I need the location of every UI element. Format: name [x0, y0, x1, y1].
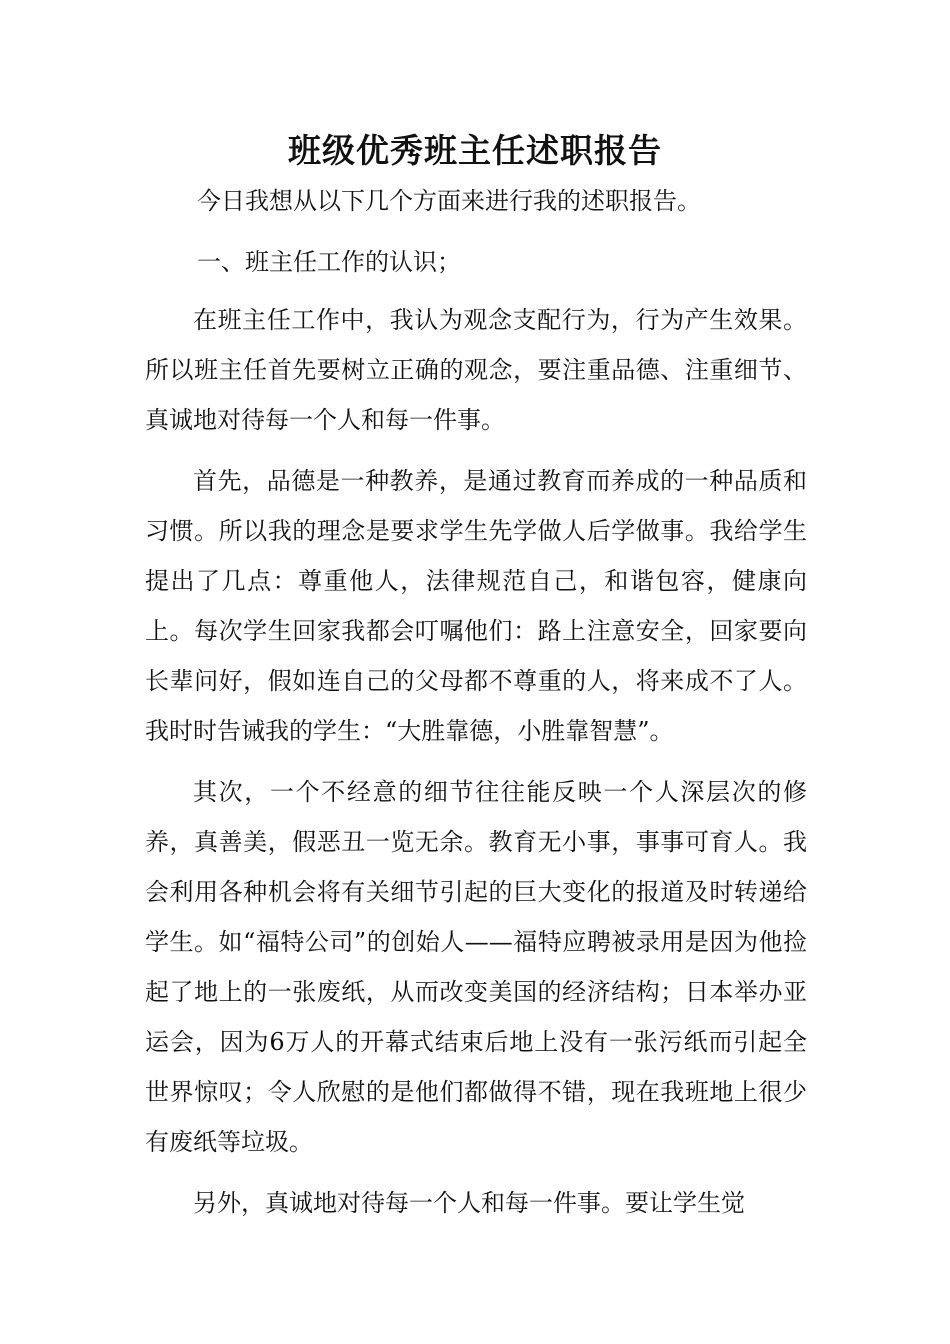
intro-paragraph: 今日我想从以下几个方面来进行我的述职报告。	[197, 187, 701, 215]
section-heading: 一、班主任工作的认识；	[197, 248, 461, 276]
body-paragraph: 其次，一个不经意的细节往往能反映一个人深层次的修养，真善美，假恶丑一览无余。教育无小事，事事可育人。我会利用各种机会将有关细节引起的巨大变化的报道及时转递给学生。如“福特公司”的创始人——福特应聘被录用是因为他捡起了地上的一张废纸，从而改变美国的经济结构；日本举办亚运会，因为6万人的开幕式结束后地上没有一张污纸而引起全世界惊叹；令人欣慰的是他们都做得不错，现在我班地上很少有废纸等垃圾。	[145, 778, 807, 1156]
body-paragraph: 在班主任工作中，我认为观念支配行为，行为产生效果。所以班主任首先要树立正确的观念，要注重品德、注重细节、真诚地对待每一个人和每一件事。	[145, 306, 807, 434]
document-body	[145, 176, 807, 1239]
document-title: 班级优秀班主任述职报告	[288, 131, 662, 170]
body-paragraph: 首先，品德是一种教养，是通过教育而养成的一种品质和习惯。所以我的理念是要求学生先学做人后学做事。我给学生提出了几点：尊重他人，法律规范自己，和谐包容，健康向上。每次学生回家我都会叮嘱他们：路上注意安全，回家要向长辈问好，假如连自己的父母都不尊重的人，将来成不了人。我时时告诫我的学生：“大胜靠德，小胜靠智慧”。	[145, 467, 807, 745]
body-paragraph: 另外，真诚地对待每一个人和每一件事。要让学生觉	[193, 1189, 745, 1217]
